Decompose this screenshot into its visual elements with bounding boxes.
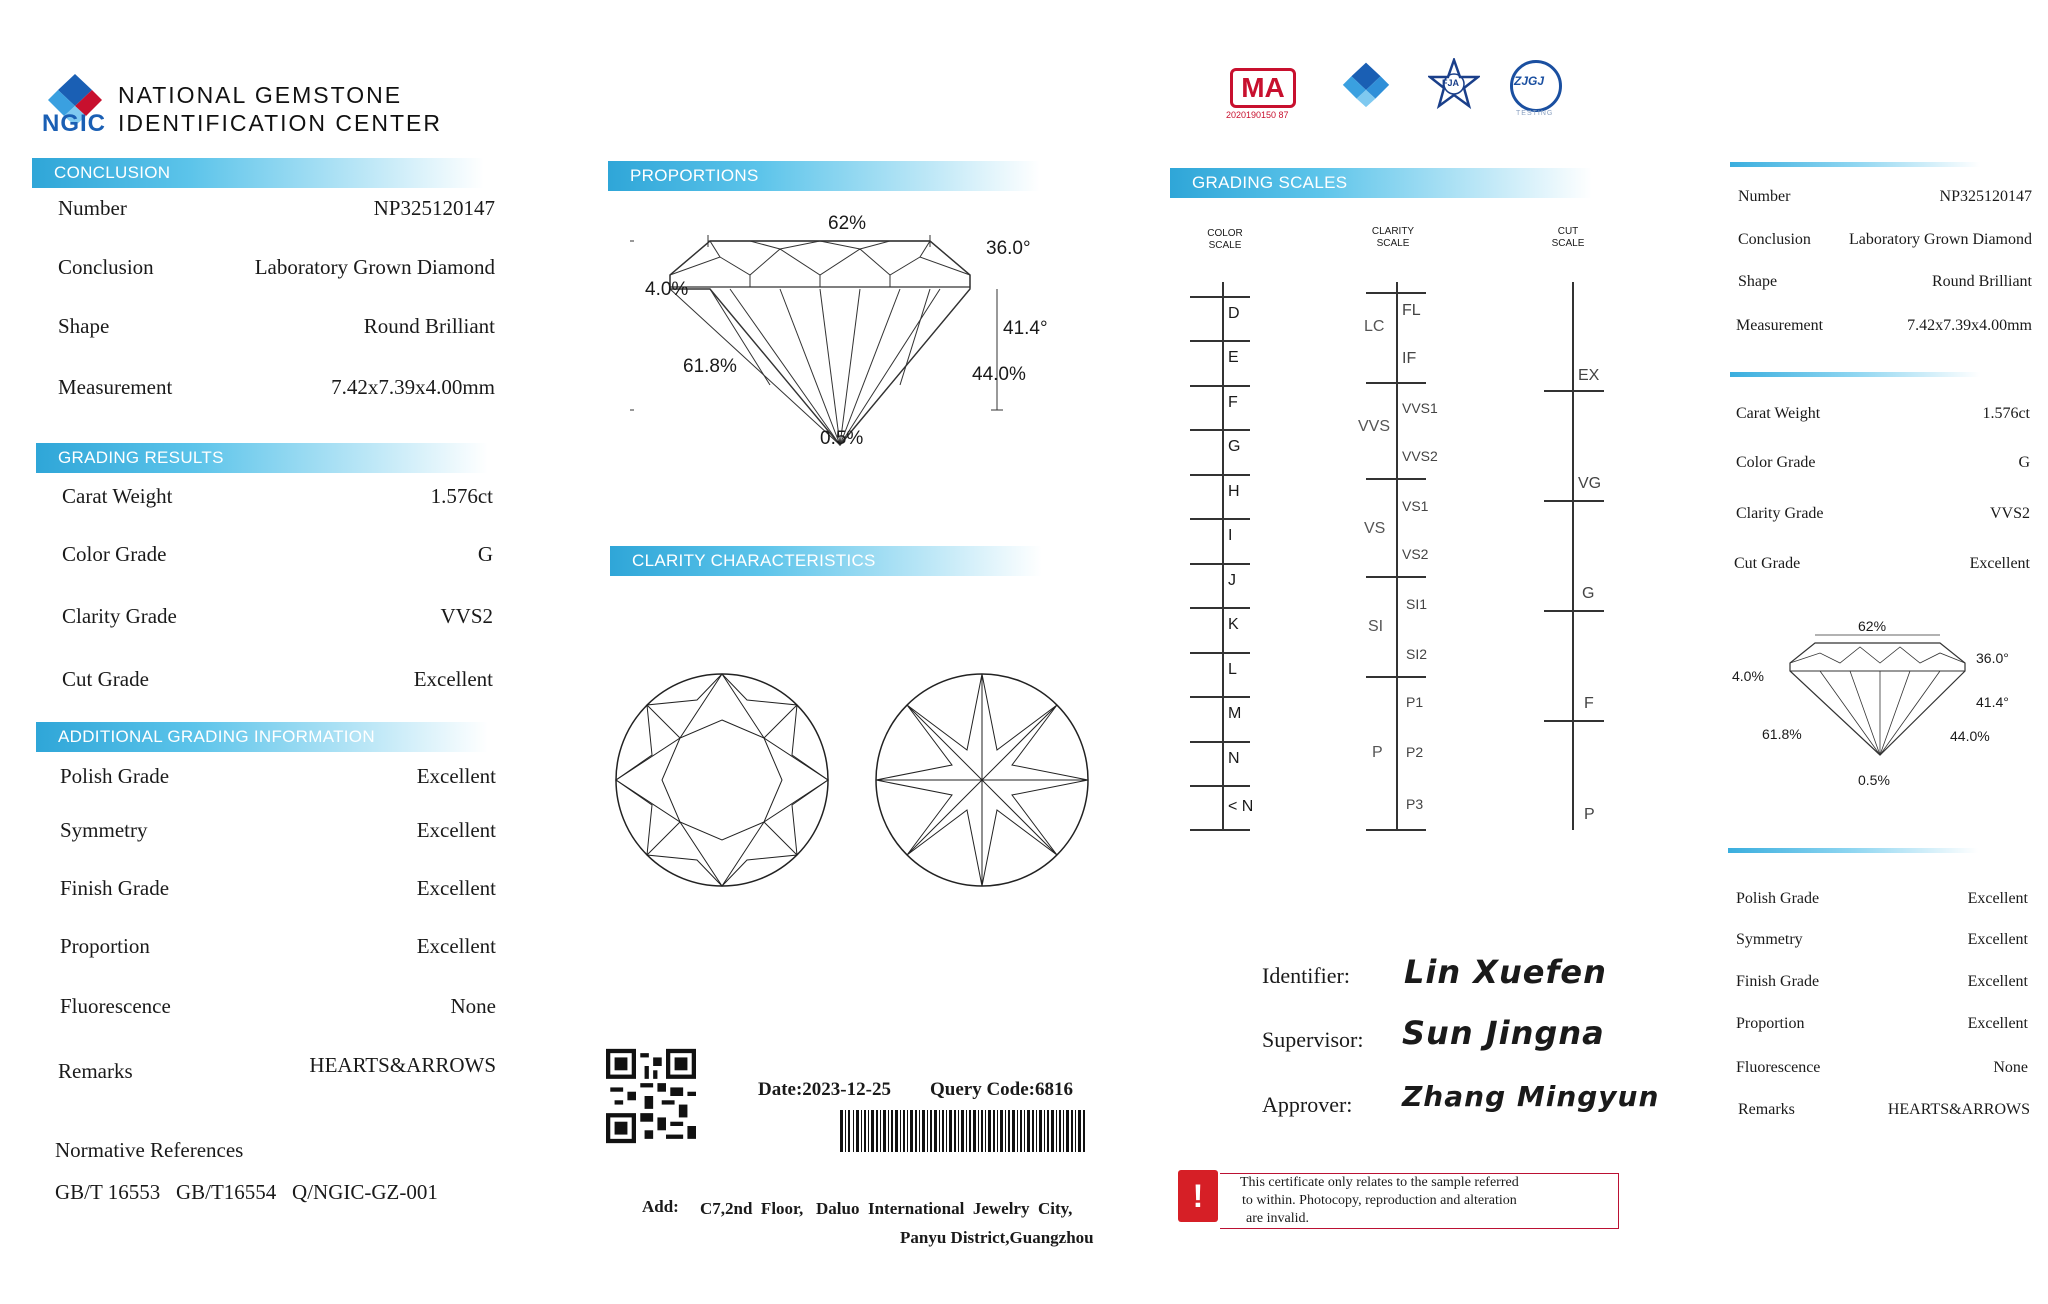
summary-value: Excellent — [1969, 555, 2030, 572]
clarity-grade: P3 — [1406, 796, 1424, 812]
warning-line2: to within. Photocopy, reproduction and alteration — [1242, 1193, 1517, 1208]
section-conclusion: CONCLUSION — [32, 158, 484, 188]
summary-value: VVS2 — [1989, 505, 2030, 522]
summary-value: Excellent — [1967, 931, 2028, 948]
color-scale-axis — [1222, 282, 1224, 830]
clarity-group: SI — [1368, 618, 1384, 635]
section-additional: ADDITIONAL GRADING INFORMATION — [36, 722, 488, 752]
org-title-line1: NATIONAL GEMSTONE — [118, 82, 403, 108]
clarity-scale-title-2: SCALE — [1376, 238, 1410, 249]
normative-title: Normative References — [55, 1138, 244, 1162]
address-line1: C7,2nd Floor, Daluo International Jewelry City, — [700, 1199, 1073, 1218]
grading-label: Cut Grade — [62, 667, 149, 691]
summary-value: 1.576ct — [1982, 405, 2030, 422]
normative-refs: GB/T 16553 GB/T16554 Q/NGIC-GZ-001 — [55, 1180, 438, 1204]
summary-prop-culet: 0.5% — [1858, 772, 1890, 788]
clarity-group: VS — [1364, 520, 1386, 537]
summary-rule-mid — [1730, 372, 1980, 377]
cma-logo-text: MA — [1230, 68, 1296, 108]
barcode — [840, 1110, 1085, 1152]
clarity-scale-axis — [1396, 282, 1398, 830]
zjgj-logo — [1506, 60, 1562, 120]
prop-culet: 0.5% — [820, 428, 864, 449]
clarity-scale-title — [1366, 226, 1420, 250]
clarity-group: LC — [1364, 318, 1385, 335]
identifier-label: Identifier: — [1262, 963, 1350, 988]
summary-label: Shape — [1738, 273, 1778, 290]
summary-value: HEARTS&ARROWS — [1887, 1101, 2030, 1118]
additional-value: HEARTS&ARROWS — [309, 1053, 496, 1077]
summary-label: Color Grade — [1736, 454, 1816, 471]
prop-table: 62% — [828, 213, 867, 234]
conclusion-label: Measurement — [58, 375, 173, 399]
address-line2: Panyu District,Guangzhou — [900, 1228, 1094, 1247]
color-grade: F — [1228, 394, 1238, 411]
grading-value: 1.576ct — [430, 484, 493, 508]
clarity-scale-title-1: CLARITY — [1371, 226, 1415, 237]
clarity-grade: VVS1 — [1402, 400, 1438, 416]
conclusion-label: Shape — [58, 314, 110, 338]
color-tick — [1190, 518, 1250, 520]
summary-value: Excellent — [1967, 1015, 2028, 1032]
color-grade: J — [1228, 572, 1236, 589]
cut-scale-title — [1548, 226, 1588, 250]
clarity-grade: SI2 — [1406, 646, 1428, 662]
clarity-grade: VS2 — [1402, 546, 1429, 562]
cut-tick — [1544, 390, 1604, 392]
prop-crown-height: 4.0% — [645, 279, 689, 300]
summary-value: NP325120147 — [1939, 188, 2032, 205]
conclusion-value: Round Brilliant — [363, 314, 495, 338]
clarity-grade: VS1 — [1402, 498, 1429, 514]
warning-box — [1178, 1170, 1620, 1232]
color-tick — [1190, 385, 1250, 387]
summary-label: Polish Grade — [1736, 890, 1820, 907]
grading-label: Color Grade — [62, 542, 167, 566]
supervisor-label: Supervisor: — [1262, 1027, 1364, 1052]
clarity-group: P — [1372, 744, 1383, 761]
grading-value: VVS2 — [440, 604, 493, 628]
grading-value: Excellent — [413, 667, 493, 691]
summary-prop-table: 62% — [1858, 618, 1887, 634]
clarity-grade: VVS2 — [1402, 448, 1438, 464]
color-grade: L — [1228, 661, 1237, 678]
cut-scale-title-2: SCALE — [1551, 238, 1585, 249]
section-grading-scales: GRADING SCALES — [1170, 168, 1592, 198]
cut-grade: G — [1582, 585, 1595, 602]
clarity-grade: P2 — [1406, 744, 1424, 760]
color-grade: < N — [1228, 798, 1254, 815]
additional-value: None — [450, 994, 496, 1018]
cma-logo — [1226, 66, 1302, 126]
section-grading-results: GRADING RESULTS — [36, 443, 488, 473]
summary-label: Remarks — [1738, 1101, 1795, 1118]
summary-prop-pavilion-angle: 41.4° — [1976, 694, 2009, 710]
cut-grade: EX — [1578, 367, 1600, 384]
summary-label: Measurement — [1736, 317, 1824, 334]
summary-value: Excellent — [1967, 973, 2028, 990]
clarity-grade: IF — [1402, 350, 1417, 367]
warning-icon: ! — [1178, 1170, 1218, 1222]
color-scale-title-1: COLOR — [1207, 228, 1243, 239]
clarity-tick — [1366, 829, 1426, 831]
section-proportions: PROPORTIONS — [608, 161, 1040, 191]
summary-rule-top — [1730, 162, 1980, 167]
ngic-diamond-logo — [1336, 60, 1396, 120]
clarity-tick — [1366, 478, 1426, 480]
color-scale-title-2: SCALE — [1208, 240, 1242, 251]
section-clarity-characteristics: CLARITY CHARACTERISTICS — [610, 546, 1042, 576]
summary-label: Conclusion — [1738, 231, 1811, 248]
summary-prop-crown-height: 4.0% — [1732, 668, 1764, 684]
color-grade: K — [1228, 616, 1239, 633]
color-tick — [1190, 607, 1250, 609]
summary-value: Excellent — [1967, 890, 2028, 907]
summary-prop-pavilion-depth: 44.0% — [1950, 728, 1990, 744]
additional-label: Polish Grade — [60, 764, 170, 788]
clarity-tick — [1366, 676, 1426, 678]
color-tick — [1190, 652, 1250, 654]
color-grade: N — [1228, 750, 1240, 767]
prop-total-depth: 61.8% — [683, 356, 737, 377]
qr-code — [606, 1048, 696, 1144]
warning-line1: This certificate only relates to the sample referred — [1240, 1175, 1519, 1190]
cut-scale-title-1: CUT — [1557, 226, 1579, 237]
summary-rule-bottom — [1728, 848, 1978, 853]
color-tick — [1190, 296, 1250, 298]
color-grade: H — [1228, 483, 1240, 500]
clarity-plot-pavilion — [872, 670, 1092, 890]
summary-label: Number — [1738, 188, 1791, 205]
grading-value: G — [477, 542, 493, 566]
summary-label: Proportion — [1736, 1015, 1805, 1032]
color-tick — [1190, 696, 1250, 698]
address-label: Add: — [642, 1197, 679, 1216]
conclusion-value: Laboratory Grown Diamond — [254, 255, 495, 279]
clarity-grade: FL — [1402, 302, 1421, 319]
grading-label: Clarity Grade — [62, 604, 177, 628]
cut-scale-axis — [1572, 282, 1574, 830]
prop-pavilion-angle: 41.4° — [1003, 318, 1048, 339]
summary-label: Cut Grade — [1734, 555, 1801, 572]
summary-value: None — [1993, 1059, 2028, 1076]
clarity-plot-crown — [612, 670, 832, 890]
summary-label: Symmetry — [1736, 931, 1803, 948]
additional-value: Excellent — [416, 764, 496, 788]
color-tick — [1190, 785, 1250, 787]
color-tick — [1190, 429, 1250, 431]
ngic-logo-text: NGIC — [42, 110, 106, 137]
cut-grade: F — [1584, 695, 1594, 712]
color-tick — [1190, 340, 1250, 342]
summary-value: G — [2018, 454, 2030, 471]
summary-value: Round Brilliant — [1932, 273, 2032, 290]
additional-label: Proportion — [60, 934, 150, 958]
summary-label: Carat Weight — [1736, 405, 1821, 422]
color-grade: M — [1228, 705, 1242, 722]
color-grade: E — [1228, 349, 1239, 366]
org-title-line2: IDENTIFICATION CENTER — [118, 110, 442, 136]
warning-line3: are invalid. — [1246, 1211, 1309, 1226]
grading-label: Carat Weight — [62, 484, 173, 508]
conclusion-label: Conclusion — [58, 255, 154, 279]
additional-label: Finish Grade — [60, 876, 170, 900]
color-grade: G — [1228, 438, 1241, 455]
color-grade: I — [1228, 527, 1233, 544]
zjgj-text: ZJGJ — [1514, 74, 1545, 88]
additional-label: Symmetry — [60, 818, 148, 842]
cut-grade: P — [1584, 806, 1595, 823]
additional-label: Fluorescence — [60, 994, 171, 1018]
conclusion-value: NP325120147 — [373, 196, 495, 220]
color-tick — [1190, 474, 1250, 476]
clarity-tick — [1366, 382, 1426, 384]
approver-signature: Zhang Mingyun — [1402, 1080, 1660, 1113]
conclusion-value: 7.42x7.39x4.00mm — [331, 375, 495, 399]
cut-grade: VG — [1578, 475, 1602, 492]
color-tick — [1190, 563, 1250, 565]
cut-tick — [1544, 720, 1604, 722]
cut-tick — [1544, 500, 1604, 502]
summary-label: Clarity Grade — [1736, 505, 1824, 522]
clarity-tick — [1366, 292, 1426, 294]
color-scale-title — [1200, 228, 1250, 252]
color-tick — [1190, 829, 1250, 831]
additional-label: Remarks — [58, 1059, 133, 1083]
additional-value: Excellent — [416, 876, 496, 900]
fja-text: FJA — [1442, 78, 1460, 88]
additional-value: Excellent — [416, 934, 496, 958]
supervisor-signature: Sun Jingna — [1402, 1014, 1605, 1052]
color-grade: D — [1228, 305, 1240, 322]
cma-number: 2020190150 87 — [1226, 110, 1289, 120]
summary-prop-crown-angle: 36.0° — [1976, 650, 2009, 666]
summary-proportions-diagram — [1770, 625, 2010, 775]
conclusion-label: Number — [58, 196, 127, 220]
approver-label: Approver: — [1262, 1092, 1353, 1117]
summary-label: Finish Grade — [1736, 973, 1820, 990]
report-query-code: Query Code:6816 — [930, 1079, 1074, 1100]
prop-crown-angle: 36.0° — [986, 238, 1031, 259]
identifier-signature: Lin Xuefen — [1404, 953, 1607, 991]
summary-label: Fluorescence — [1736, 1059, 1821, 1076]
summary-value: Laboratory Grown Diamond — [1848, 231, 2032, 248]
zjgj-sub: TESTING — [1516, 110, 1554, 117]
clarity-tick — [1366, 576, 1426, 578]
summary-value: 7.42x7.39x4.00mm — [1907, 317, 2032, 334]
color-tick — [1190, 741, 1250, 743]
clarity-grade: P1 — [1406, 694, 1424, 710]
additional-value: Excellent — [416, 818, 496, 842]
summary-prop-total-depth: 61.8% — [1762, 726, 1802, 742]
clarity-group: VVS — [1358, 418, 1391, 435]
fja-logo — [1428, 58, 1480, 114]
cut-tick — [1544, 610, 1604, 612]
report-date: Date:2023-12-25 — [758, 1079, 891, 1100]
prop-pavilion-depth: 44.0% — [972, 364, 1026, 385]
clarity-grade: SI1 — [1406, 596, 1428, 612]
